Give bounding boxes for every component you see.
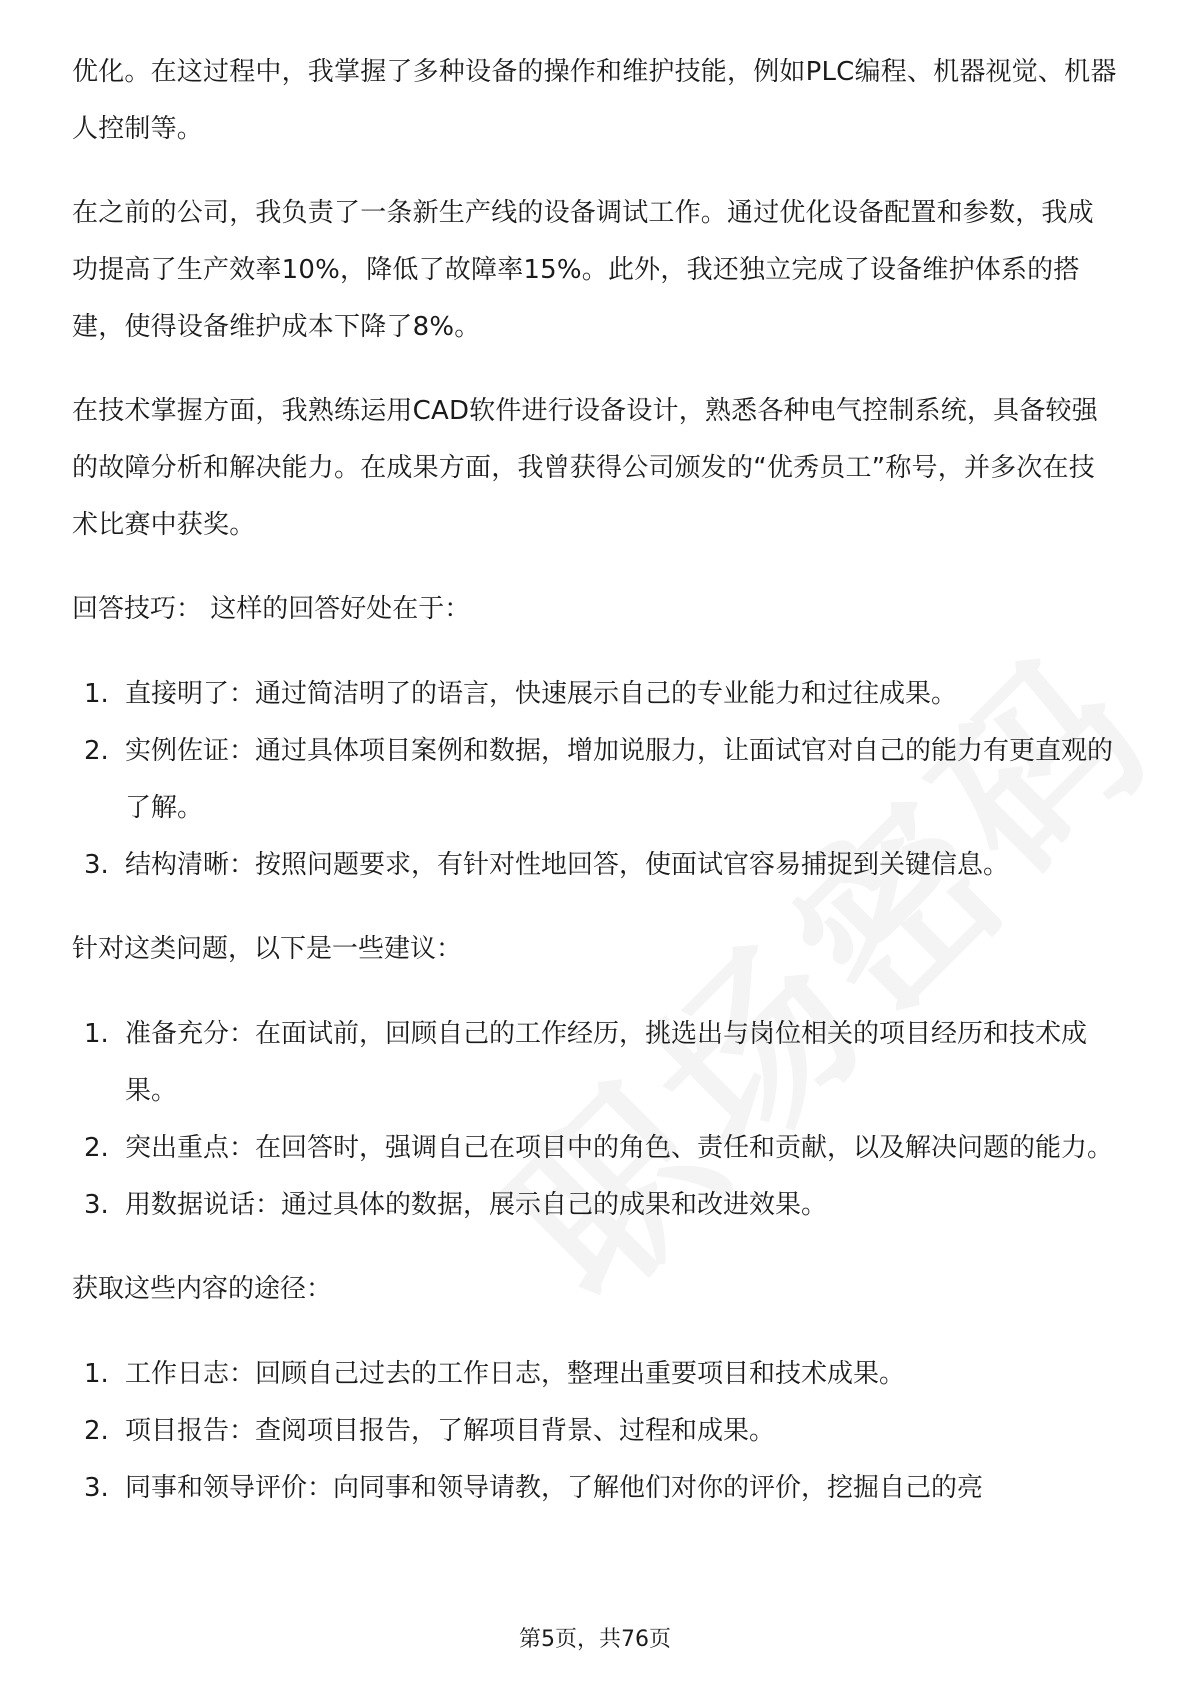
list-item xyxy=(72,666,1118,723)
list-item-text: 工作日志：回顾自己过去的工作日志，整理出重要项目和技术成果。 xyxy=(125,1359,906,1389)
list-item-text: 准备充分：在面试前，回顾自己的工作经历，挑选出与岗位相关的项目经历和技术成果。 xyxy=(125,1019,1088,1106)
list-item-text: 用数据说话：通过具体的数据，展示自己的成果和改进效果。 xyxy=(125,1190,828,1220)
document-body xyxy=(72,44,1118,1544)
page-number: 第5页，共76页 xyxy=(519,1627,671,1652)
list-item-text: 结构清晰：按照问题要求，有针对性地回答，使面试官容易捕捉到关键信息。 xyxy=(125,850,1010,880)
list-item xyxy=(72,1006,1118,1120)
list-item xyxy=(72,1177,1118,1234)
list-item-text: 同事和领导评价：向同事和领导请教，了解他们对你的评价，挖掘自己的亮 xyxy=(125,1473,984,1503)
list-number: 2. xyxy=(84,1133,109,1163)
paragraph: 优化。在这过程中，我掌握了多种设备的操作和维护技能，例如PLC编程、机器视觉、机器人控制等。 xyxy=(72,57,1117,144)
list-number: 2. xyxy=(84,1416,109,1446)
list-item-text: 实例佐证：通过具体项目案例和数据，增加说服力，让面试官对自己的能力有更直观的了解。 xyxy=(125,736,1114,823)
section-heading: 回答技巧： 这样的回答好处在于： xyxy=(72,594,471,624)
list-number: 1. xyxy=(84,679,109,709)
list-number: 3. xyxy=(84,1190,109,1220)
list-number: 3. xyxy=(84,1473,109,1503)
paragraph: 在之前的公司，我负责了一条新生产线的设备调试工作。通过优化设备配置和参数，我成功提高了生产效率10%，降低了故障率15%。此外，我还独立完成了设备维护体系的搭建，使得设备维护成本下降了8%。 xyxy=(72,198,1094,342)
list-number: 1. xyxy=(84,1359,109,1389)
list-item xyxy=(72,1120,1118,1177)
list-item-text: 突出重点：在回答时，强调自己在项目中的角色、责任和贡献，以及解决问题的能力。 xyxy=(125,1133,1114,1163)
list-item xyxy=(72,837,1118,894)
list-item xyxy=(72,1403,1118,1460)
list-number: 1. xyxy=(84,1019,109,1049)
section-heading: 针对这类问题，以下是一些建议： xyxy=(72,934,463,964)
paragraph: 在技术掌握方面，我熟练运用CAD软件进行设备设计，熟悉各种电气控制系统，具备较强的故障分析和解决能力。在成果方面，我曾获得公司颁发的“优秀员工”称号，并多次在技术比赛中获奖。 xyxy=(72,396,1098,540)
list-item xyxy=(72,1460,1118,1517)
list-number: 3. xyxy=(84,850,109,880)
numbered-list xyxy=(72,1006,1118,1234)
list-number: 2. xyxy=(84,736,109,766)
list-item xyxy=(72,723,1118,837)
numbered-list xyxy=(72,1346,1118,1517)
list-item-text: 直接明了：通过简洁明了的语言，快速展示自己的专业能力和过往成果。 xyxy=(125,679,958,709)
numbered-list xyxy=(72,666,1118,894)
section-heading: 获取这些内容的途径： xyxy=(72,1274,333,1304)
list-item-text: 项目报告：查阅项目报告，了解项目背景、过程和成果。 xyxy=(125,1416,776,1446)
list-item xyxy=(72,1346,1118,1403)
